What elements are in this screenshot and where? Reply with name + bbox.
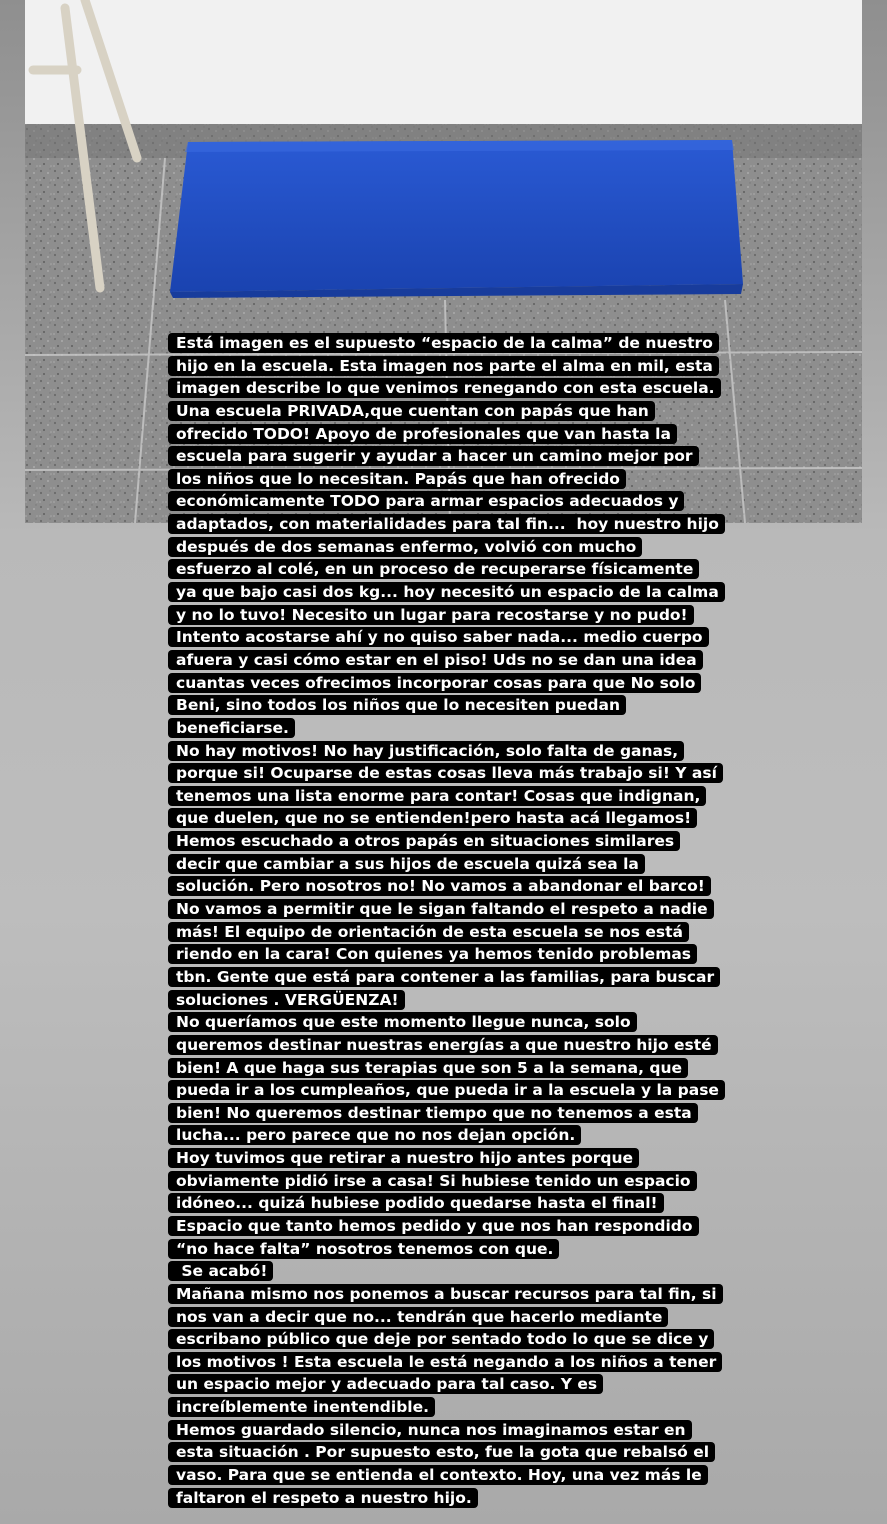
caption-line-text: queremos destinar nuestras energías a que nuestro hijo esté (168, 1035, 718, 1055)
caption-line (168, 332, 728, 355)
caption-line (168, 468, 728, 491)
caption-line-text: adaptados, con materialidades para tal fin... hoy nuestro hijo (168, 514, 725, 534)
caption-line-text: ya que bajo casi dos kg... hoy necesitó un espacio de la calma (168, 582, 725, 602)
caption-line (168, 966, 728, 989)
caption-line (168, 1215, 728, 1238)
caption-line-text: cuantas veces ofrecimos incorporar cosas para que No solo (168, 673, 701, 693)
caption-line (168, 1373, 728, 1396)
caption-line (168, 875, 728, 898)
caption-line (168, 740, 728, 763)
caption-line (168, 1170, 728, 1193)
caption-line-text: hijo en la escuela. Esta imagen nos parte el alma en mil, esta (168, 356, 719, 376)
caption-line (168, 1124, 728, 1147)
caption-line-text: No hay motivos! No hay justificación, solo falta de ganas, (168, 741, 684, 761)
caption-line (168, 423, 728, 446)
caption-line (168, 355, 728, 378)
caption-line-text: tbn. Gente que está para contener a las familias, para buscar (168, 967, 720, 987)
caption-line-text: vaso. Para que se entienda el contexto. Hoy, una vez más le (168, 1465, 708, 1485)
caption-line-text: un espacio mejor y adecuado para tal caso. Y es (168, 1374, 603, 1394)
caption-line-text: solución. Pero nosotros no! No vamos a abandonar el barco! (168, 876, 711, 896)
caption-line (168, 377, 728, 400)
caption-line (168, 1147, 728, 1170)
caption-line-text: los niños que lo necesitan. Papás que han ofrecido (168, 469, 626, 489)
caption-line-text: “no hace falta” nosotros tenemos con que. (168, 1239, 559, 1259)
caption-line-text: decir que cambiar a sus hijos de escuela quizá sea la (168, 854, 645, 874)
caption-line-text: obviamente pidió irse a casa! Si hubiese tenido un espacio (168, 1171, 697, 1191)
caption-line (168, 943, 728, 966)
caption-line-text: económicamente TODO para armar espacios adecuados y (168, 491, 684, 511)
caption-line (168, 830, 728, 853)
caption-line-text: tenemos una lista enorme para contar! Cosas que indignan, (168, 786, 706, 806)
caption-line (168, 762, 728, 785)
caption-line-text: escuela para sugerir y ayudar a hacer un camino mejor por (168, 446, 699, 466)
caption-line (168, 513, 728, 536)
caption-line-text: Intento acostarse ahí y no quiso saber nada... medio cuerpo (168, 627, 709, 647)
caption-line-text: soluciones . VERGÜENZA! (168, 990, 405, 1010)
caption-line (168, 807, 728, 830)
caption-line (168, 1351, 728, 1374)
caption-line (168, 1283, 728, 1306)
caption-line (168, 626, 728, 649)
caption-line-text: Hemos guardado silencio, nunca nos imaginamos estar en (168, 1420, 692, 1440)
caption-line-text: los motivos ! Esta escuela le está negando a los niños a tener (168, 1352, 722, 1372)
caption-line-text: que duelen, que no se entienden!pero hasta acá llegamos! (168, 808, 697, 828)
caption-line (168, 558, 728, 581)
caption-line-text: faltaron el respeto a nuestro hijo. (168, 1488, 478, 1508)
caption-line (168, 898, 728, 921)
caption-line-text: bien! A que haga sus terapias que son 5 a la semana, que (168, 1058, 688, 1078)
caption-line (168, 1034, 728, 1057)
caption-line (168, 1441, 728, 1464)
caption-line (168, 536, 728, 559)
caption-line (168, 1079, 728, 1102)
caption-line (168, 1306, 728, 1329)
caption-line (168, 1260, 728, 1283)
caption-line (168, 989, 728, 1012)
caption-line-text: beneficiarse. (168, 718, 295, 738)
caption-line-text: idóneo... quizá hubiese podido quedarse hasta el final! (168, 1193, 664, 1213)
caption-line (168, 1192, 728, 1215)
caption-line (168, 853, 728, 876)
caption-line-text: increíblemente inentendible. (168, 1397, 435, 1417)
caption-line-text: Se acabó! (168, 1261, 273, 1281)
caption-line (168, 785, 728, 808)
caption-line (168, 649, 728, 672)
caption-line (168, 1057, 728, 1080)
caption-line (168, 1328, 728, 1351)
caption-line-text: Hoy tuvimos que retirar a nuestro hijo antes porque (168, 1148, 639, 1168)
caption-line-text: afuera y casi cómo estar en el piso! Uds no se dan una idea (168, 650, 703, 670)
caption-line-text: pueda ir a los cumpleaños, que pueda ir a la escuela y la pase (168, 1080, 725, 1100)
caption-line-text: No vamos a permitir que le sigan faltando el respeto a nadie (168, 899, 714, 919)
caption-line (168, 604, 728, 627)
caption-line (168, 445, 728, 468)
caption-line (168, 581, 728, 604)
caption-line-text: escribano público que deje por sentado todo lo que se dice y (168, 1329, 714, 1349)
caption-line-text: Está imagen es el supuesto “espacio de la calma” de nuestro (168, 333, 719, 353)
caption-line-text: Hemos escuchado a otros papás en situaciones similares (168, 831, 680, 851)
caption-line (168, 1102, 728, 1125)
caption-line (168, 490, 728, 513)
caption-line (168, 717, 728, 740)
caption-line (168, 1487, 728, 1510)
photo-mat (170, 140, 743, 292)
caption-line-text: Mañana mismo nos ponemos a buscar recursos para tal fin, si (168, 1284, 723, 1304)
caption-line-text: imagen describe lo que venimos renegando con esta escuela. (168, 378, 721, 398)
caption-line-text: ofrecido TODO! Apoyo de profesionales que van hasta la (168, 424, 677, 444)
photo-wall (25, 0, 862, 124)
caption-line (168, 1396, 728, 1419)
caption-line-text: nos van a decir que no... tendrán que hacerlo mediante (168, 1307, 668, 1327)
caption-line-text: porque si! Ocuparse de estas cosas lleva más trabajo si! Y así (168, 763, 723, 783)
caption-line-text: esfuerzo al colé, en un proceso de recuperarse físicamente (168, 559, 699, 579)
caption-line (168, 1011, 728, 1034)
caption-line-text: Beni, sino todos los niños que lo necesiten puedan (168, 695, 626, 715)
caption-line-text: bien! No queremos destinar tiempo que no tenemos a esta (168, 1103, 698, 1123)
caption-line (168, 400, 728, 423)
caption-line-text: más! El equipo de orientación de esta escuela se nos está (168, 922, 689, 942)
caption-line (168, 1464, 728, 1487)
caption-line (168, 921, 728, 944)
caption-line-text: esta situación . Por supuesto esto, fue la gota que rebalsó el (168, 1442, 715, 1462)
caption-line-text: No queríamos que este momento llegue nunca, solo (168, 1012, 637, 1032)
caption-line (168, 694, 728, 717)
caption-line (168, 672, 728, 695)
caption-line-text: lucha... pero parece que no nos dejan opción. (168, 1125, 581, 1145)
caption-line-text: después de dos semanas enfermo, volvió con mucho (168, 537, 642, 557)
caption-text (168, 332, 728, 1509)
caption-line-text: Una escuela PRIVADA,que cuentan con papás que han (168, 401, 655, 421)
caption-line-text: y no lo tuvo! Necesito un lugar para recostarse y no pudo! (168, 605, 694, 625)
caption-line (168, 1419, 728, 1442)
caption-line-text: riendo en la cara! Con quienes ya hemos tenido problemas (168, 944, 697, 964)
caption-line (168, 1238, 728, 1261)
caption-line-text: Espacio que tanto hemos pedido y que nos han respondido (168, 1216, 699, 1236)
